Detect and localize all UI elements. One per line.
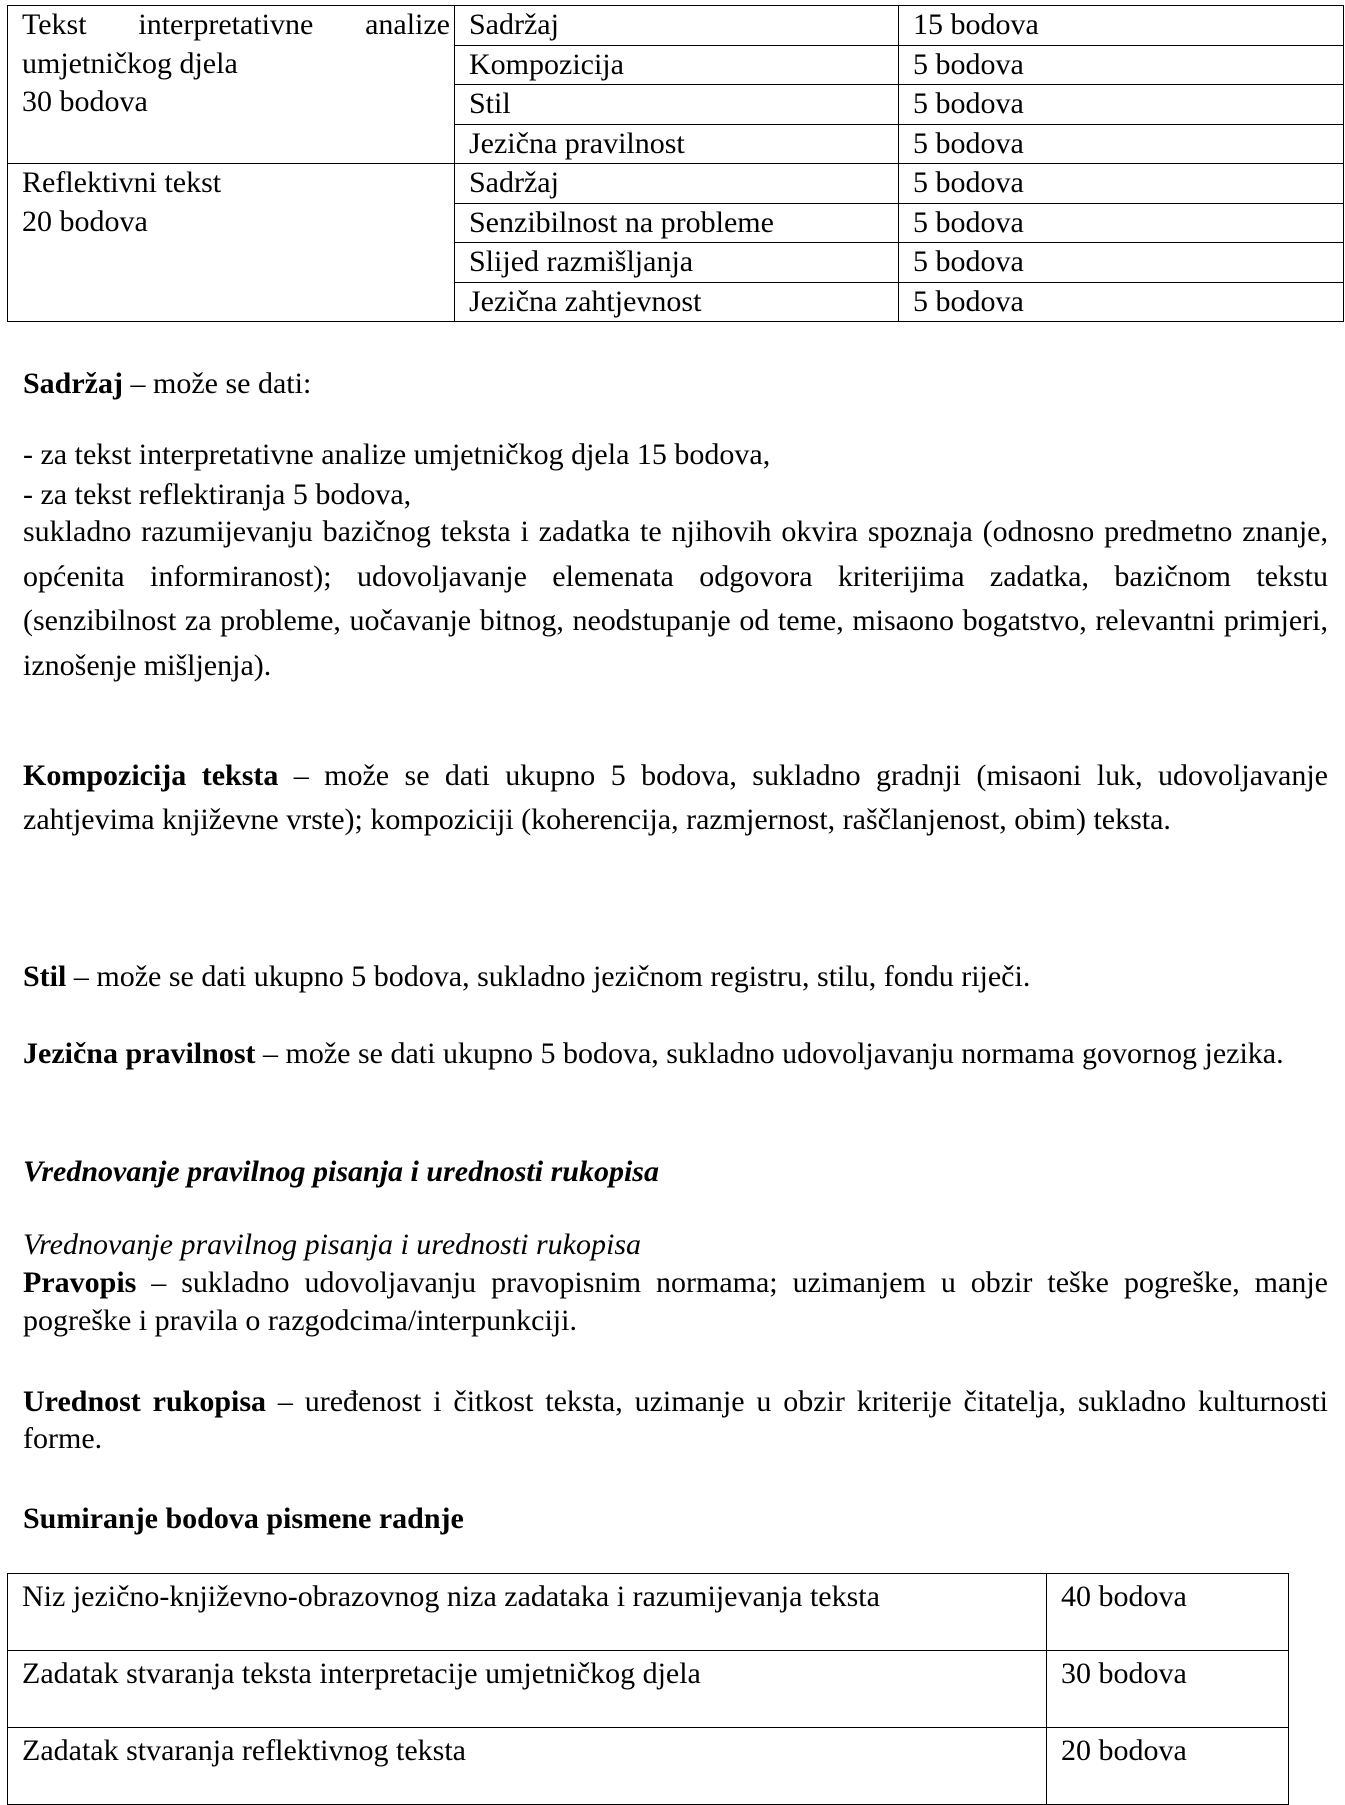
pravopis-paragraph: [23, 1264, 1328, 1340]
jezicna-body: – može se dati ukupno 5 bodova, sukladno udovoljavanju normama govornog jezika.: [255, 1037, 1284, 1070]
kompozicija-heading: Kompozicija teksta: [23, 759, 279, 792]
points-cell: 5 bodova: [899, 164, 1344, 204]
pravopis-heading: Pravopis: [23, 1266, 137, 1299]
table-row: [8, 1651, 1289, 1728]
points-cell: 5 bodova: [899, 85, 1344, 125]
stil-heading: Stil: [23, 960, 67, 993]
list-item: - za tekst interpretativne analize umjetničkog djela 15 bodova,: [23, 438, 771, 471]
criterion-cell: Kompozicija: [455, 45, 899, 85]
list-item: - za tekst reflektiranja 5 bodova,: [23, 478, 412, 511]
sadrzaj-intro-text: – može se dati:: [123, 367, 312, 400]
urednost-body: – uređenost i čitkost teksta, uzimanje u obzir kriterije čitatelja, sukladno kulturnosti forme.: [23, 1385, 1329, 1455]
task-cell: Zadatak stvaranja reflektivnog teksta: [8, 1728, 1047, 1805]
task-cell: Zadatak stvaranja teksta interpretacije umjetničkog djela: [8, 1651, 1047, 1728]
points-cell: 30 bodova: [1047, 1651, 1289, 1728]
points-cell: 5 bodova: [899, 124, 1344, 164]
criterion-cell: Stil: [455, 85, 899, 125]
points-cell: 20 bodova: [1047, 1728, 1289, 1805]
pravopis-body: – sukladno udovoljavanju pravopisnim normama; uzimanjem u obzir teške pogreške, manje pogreške i pravila o razgodcima/interpunkciji.: [23, 1266, 1328, 1337]
table-row: [8, 164, 1344, 204]
jezicna-paragraph: [23, 1035, 1328, 1073]
jezicna-heading: Jezična pravilnost: [23, 1037, 256, 1070]
points-cell: 40 bodova: [1047, 1574, 1289, 1651]
group-title: Tekst interpretativne analize: [22, 8, 450, 41]
stil-paragraph: [23, 955, 1328, 999]
kompozicija-paragraph: [23, 754, 1328, 842]
group-cell-interpretation: [8, 6, 455, 164]
table-row: [8, 1728, 1289, 1805]
criterion-cell: Sadržaj: [455, 6, 899, 46]
criterion-cell: Jezična zahtjevnost: [455, 282, 899, 322]
group-cell-reflective: [8, 164, 455, 322]
group-points: 20 bodova: [22, 204, 148, 238]
vrednovanje-heading: Vrednovanje pravilnog pisanja i urednosti rukopisa: [23, 1155, 659, 1188]
points-cell: 5 bodova: [899, 203, 1344, 243]
scoring-table: [7, 5, 1344, 322]
criterion-cell: Slijed razmišljanja: [455, 243, 899, 283]
table-row: [8, 1574, 1289, 1651]
points-cell: 15 bodova: [899, 6, 1344, 46]
task-cell: Niz jezično-književno-obrazovnog niza zadataka i razumijevanja teksta: [8, 1574, 1047, 1651]
criterion-cell: Senzibilnost na probleme: [455, 203, 899, 243]
sadrzaj-intro: [23, 362, 1328, 406]
urednost-heading: Urednost rukopisa: [23, 1385, 267, 1418]
points-cell: 5 bodova: [899, 45, 1344, 85]
sumiranje-heading: Sumiranje bodova pismene radnje: [23, 1502, 464, 1535]
points-cell: 5 bodova: [899, 243, 1344, 283]
points-cell: 5 bodova: [899, 282, 1344, 322]
stil-body: – može se dati ukupno 5 bodova, sukladno jezičnom registru, stilu, fondu riječi.: [66, 960, 1031, 993]
sadrzaj-body: sukladno razumijevanju bazičnog teksta i zadatka te njihovih okvira spoznaja (odnosno predmetno znanje, općenita informiranost); udovoljavanje elemenata odgovora kriterijima zadatka, bazičnom tekstu (senzibilnost za probleme, uočavanje bitnog, neodstupanje od teme, misaono bogatstvo, relevantni primjeri, iznošenje mišljenja).: [23, 515, 1328, 682]
group-points: 30 bodova: [22, 85, 148, 118]
group-title: umjetničkog djela: [22, 46, 238, 80]
group-title: Reflektivni tekst: [22, 166, 222, 199]
summary-table: [7, 1573, 1289, 1805]
criterion-cell: Sadržaj: [455, 164, 899, 204]
table-row: [8, 6, 1344, 46]
kompozicija-body: – može se dati ukupno 5 bodova, sukladno gradnji (misaoni luk, udovoljavanje zahtjevima književne vrste); kompoziciji (koherencija, razmjernost, raščlanjenost, obim) teksta.: [23, 759, 1328, 836]
sadrzaj-heading: Sadržaj: [23, 367, 123, 400]
urednost-paragraph: [23, 1383, 1328, 1457]
sadrzaj-list: [23, 435, 1328, 515]
criterion-cell: Jezična pravilnost: [455, 124, 899, 164]
vrednovanje-subheading: Vrednovanje pravilnog pisanja i urednosti rukopisa: [23, 1228, 642, 1261]
